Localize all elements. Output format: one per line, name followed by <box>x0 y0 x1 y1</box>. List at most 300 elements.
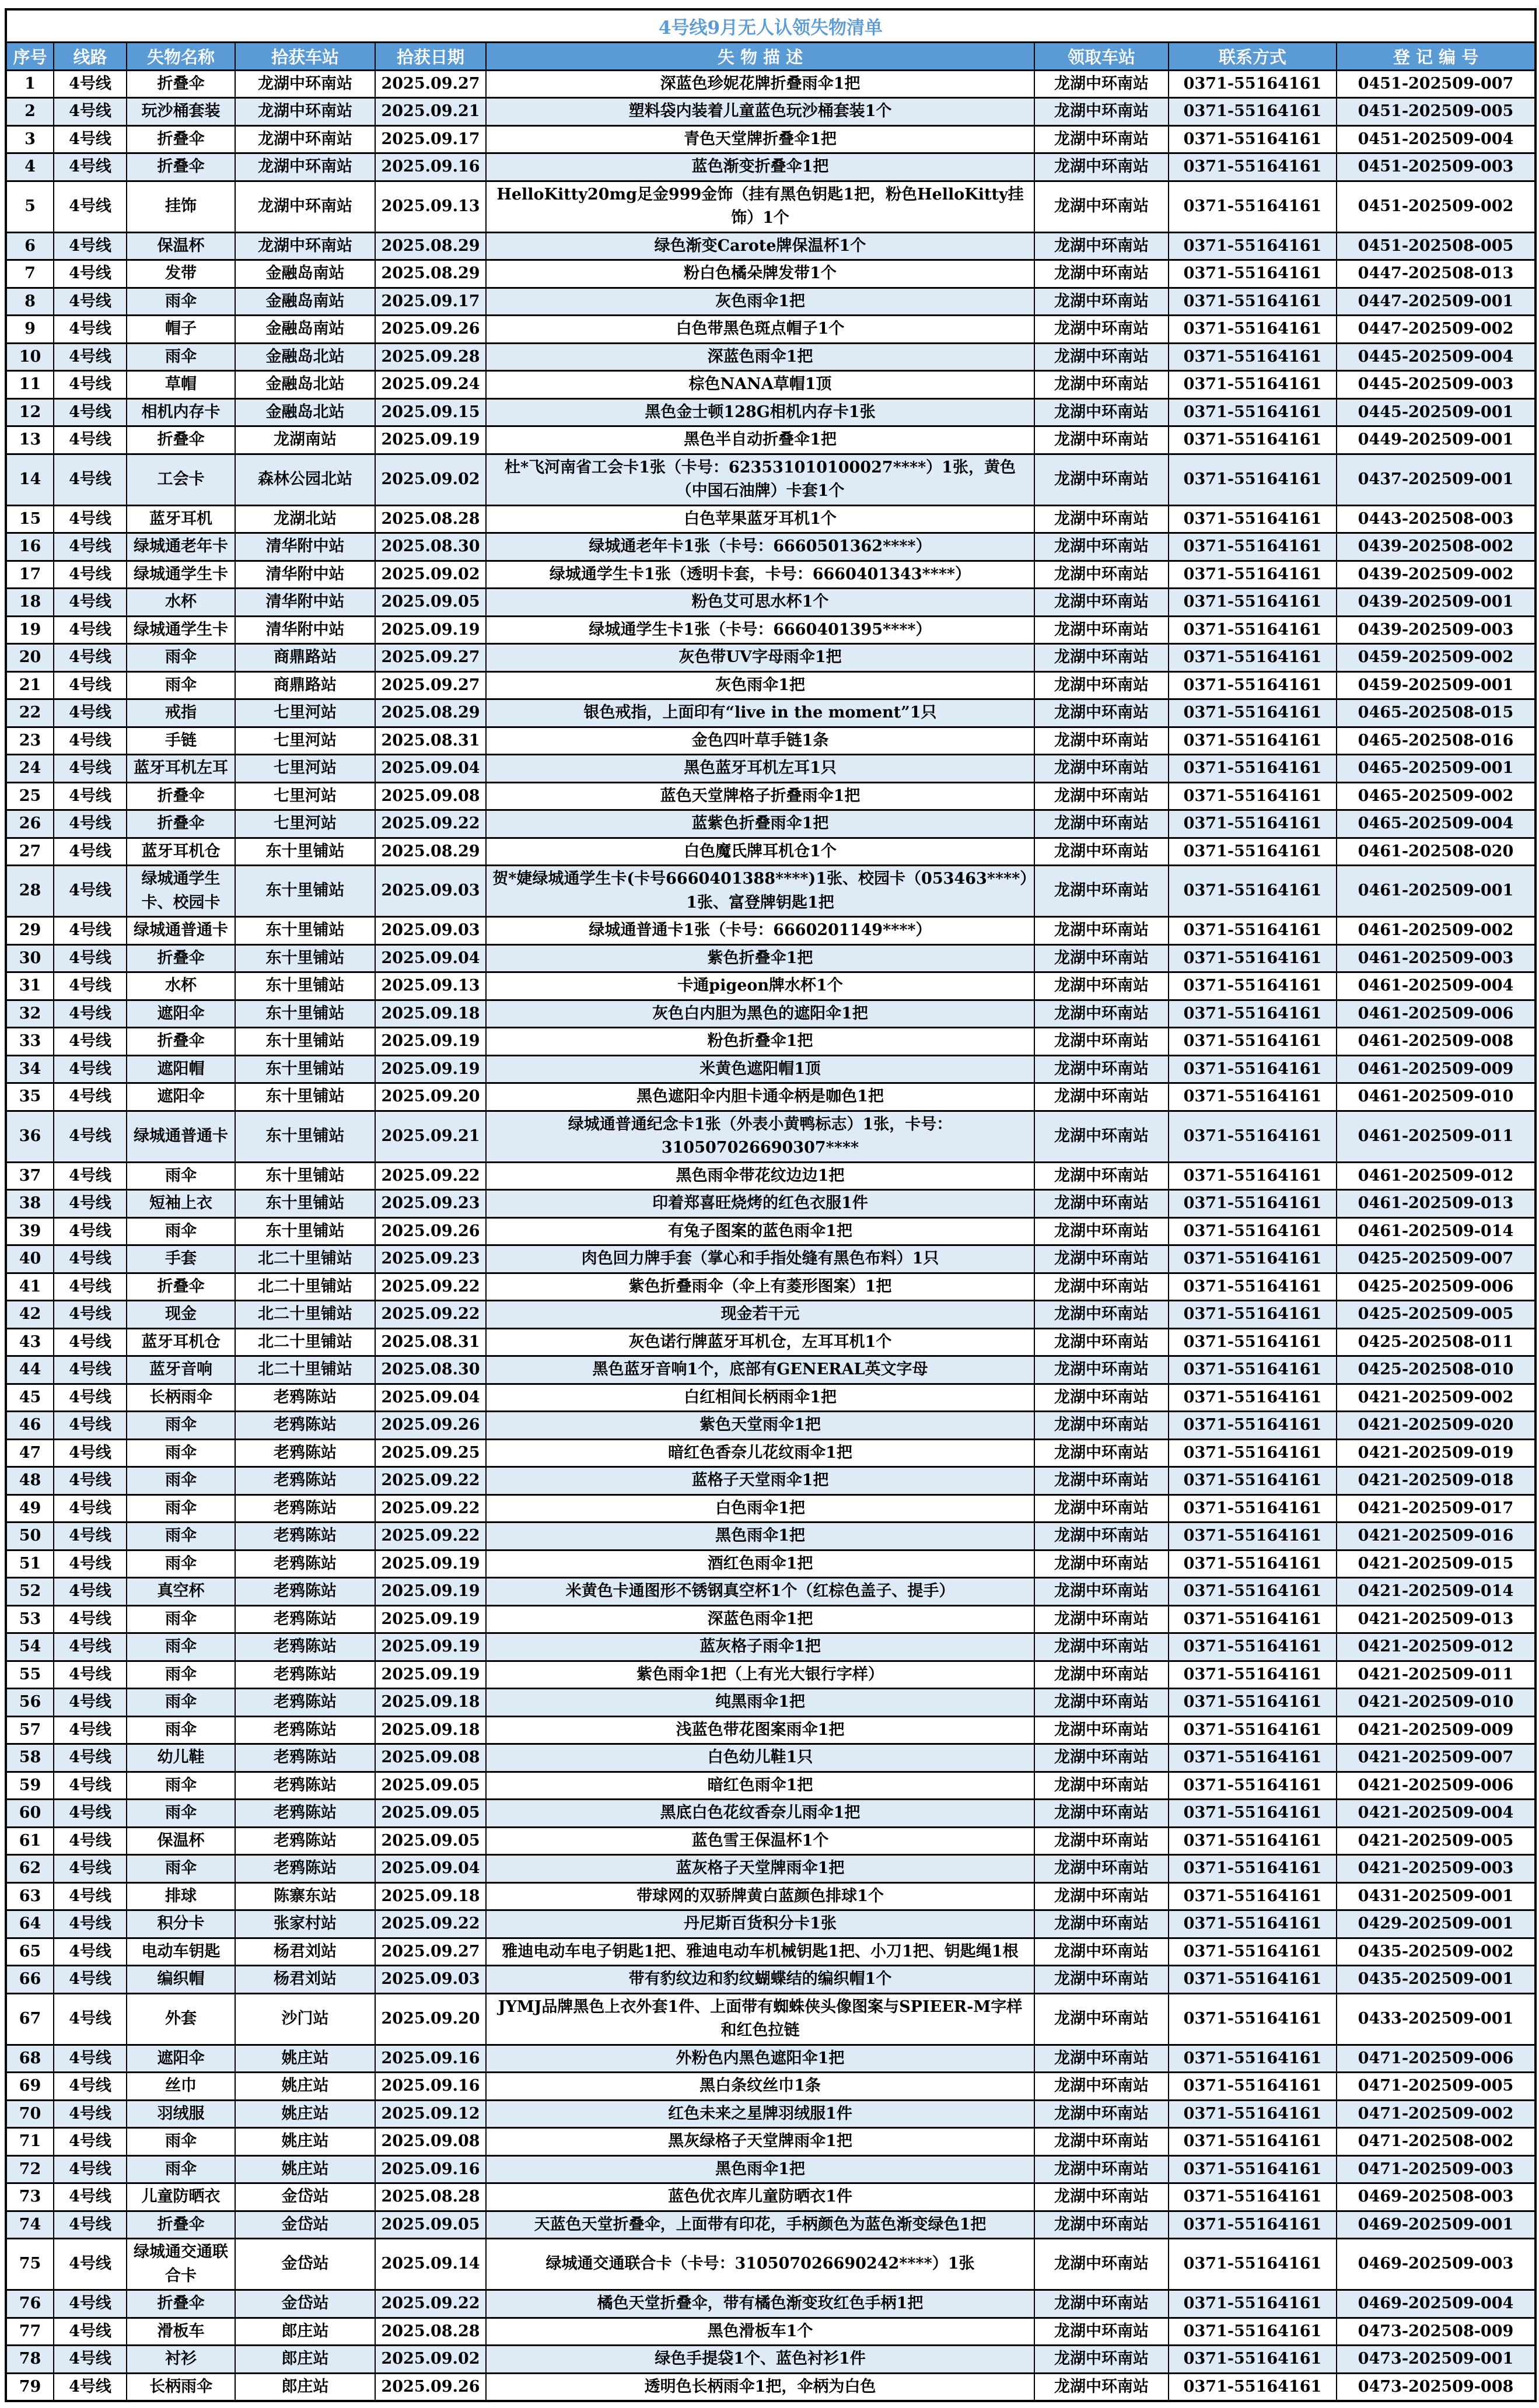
cell-serial: 77 <box>6 2318 54 2346</box>
cell-contact: 0371-55164161 <box>1169 944 1337 972</box>
cell-pickup-station: 龙湖中环南站 <box>1034 343 1169 371</box>
cell-contact: 0371-55164161 <box>1169 533 1337 561</box>
cell-description: JYMJ品牌黑色上衣外套1件、上面带有蜘蛛侠头像图案与SPIEER-M字样和红色拉链 <box>486 1993 1034 2045</box>
cell-description: 蓝色雪王保温杯1个 <box>486 1827 1034 1855</box>
cell-line: 4号线 <box>54 1217 127 1245</box>
table-row <box>6 1633 1535 1661</box>
cell-found-station: 东十里铺站 <box>235 1217 375 1245</box>
cell-reg-no: 0421-202509-018 <box>1337 1467 1535 1495</box>
cell-found-station: 森林公园北站 <box>235 454 375 505</box>
column-header-item-name: 失物名称 <box>127 42 235 70</box>
cell-item-name: 折叠伞 <box>127 125 235 153</box>
table-row <box>6 2318 1535 2346</box>
table-row <box>6 561 1535 589</box>
cell-reg-no: 0451-202509-003 <box>1337 153 1535 181</box>
cell-contact: 0371-55164161 <box>1169 917 1337 945</box>
cell-reg-no: 0435-202509-001 <box>1337 1966 1535 1994</box>
table-row <box>6 1245 1535 1273</box>
cell-description: 灰色雨伞1把 <box>486 671 1034 699</box>
cell-found-date: 2025.08.28 <box>375 2183 486 2211</box>
cell-item-name: 绿城通普通卡 <box>127 917 235 945</box>
cell-description: HelloKitty20mg足金999金饰（挂有黑色钥匙1把，粉色HelloKitty挂饰）1个 <box>486 181 1034 232</box>
cell-contact: 0371-55164161 <box>1169 1273 1337 1301</box>
cell-line: 4号线 <box>54 1245 127 1273</box>
cell-description: 黑色蓝牙音响1个，底部有GENERAL英文字母 <box>486 1356 1034 1384</box>
cell-serial: 59 <box>6 1772 54 1800</box>
table-row <box>6 671 1535 699</box>
cell-found-station: 老鸦陈站 <box>235 1494 375 1522</box>
table-row <box>6 1882 1535 1910</box>
cell-description: 绿城通普通卡1张（卡号：6660201149****） <box>486 917 1034 945</box>
cell-reg-no: 0421-202509-007 <box>1337 1744 1535 1772</box>
cell-found-date: 2025.09.20 <box>375 1083 486 1111</box>
cell-serial: 65 <box>6 1938 54 1966</box>
cell-description: 雅迪电动车电子钥匙1把、雅迪电动车机械钥匙1把、小刀1把、钥匙绳1根 <box>486 1938 1034 1966</box>
cell-found-station: 郎庄站 <box>235 2346 375 2374</box>
cell-found-date: 2025.09.27 <box>375 671 486 699</box>
cell-found-date: 2025.09.08 <box>375 782 486 810</box>
cell-reg-no: 0451-202508-005 <box>1337 232 1535 260</box>
table-row <box>6 260 1535 288</box>
cell-item-name: 蓝牙耳机左耳 <box>127 755 235 783</box>
cell-description: 绿城通交通联合卡（卡号：310507026690242****）1张 <box>486 2239 1034 2290</box>
cell-found-station: 商鼎路站 <box>235 644 375 672</box>
cell-line: 4号线 <box>54 454 127 505</box>
table-row <box>6 2183 1535 2211</box>
cell-line: 4号线 <box>54 1412 127 1440</box>
cell-serial: 79 <box>6 2373 54 2401</box>
column-header-found-station: 拾获车站 <box>235 42 375 70</box>
cell-found-date: 2025.09.17 <box>375 288 486 316</box>
table-row <box>6 2128 1535 2156</box>
cell-line: 4号线 <box>54 1882 127 1910</box>
cell-line: 4号线 <box>54 1855 127 1883</box>
cell-contact: 0371-55164161 <box>1169 2290 1337 2318</box>
table-row <box>6 2100 1535 2128</box>
cell-pickup-station: 龙湖中环南站 <box>1034 1083 1169 1111</box>
cell-serial: 11 <box>6 371 54 399</box>
lost-items-table <box>5 8 1537 2402</box>
cell-serial: 48 <box>6 1467 54 1495</box>
cell-serial: 52 <box>6 1578 54 1606</box>
cell-line: 4号线 <box>54 398 127 426</box>
cell-description: 蓝色渐变折叠伞1把 <box>486 153 1034 181</box>
cell-contact: 0371-55164161 <box>1169 810 1337 838</box>
cell-contact: 0371-55164161 <box>1169 2373 1337 2401</box>
cell-description: 米黄色卡通图形不锈钢真空杯1个（红棕色盖子、提手） <box>486 1578 1034 1606</box>
cell-found-station: 老鸦陈站 <box>235 1661 375 1689</box>
cell-serial: 56 <box>6 1689 54 1717</box>
cell-contact: 0371-55164161 <box>1169 1605 1337 1633</box>
cell-found-station: 金融岛北站 <box>235 343 375 371</box>
cell-found-station: 老鸦陈站 <box>235 1412 375 1440</box>
cell-found-station: 七里河站 <box>235 810 375 838</box>
cell-contact: 0371-55164161 <box>1169 2239 1337 2290</box>
table-row <box>6 866 1535 917</box>
cell-item-name: 雨伞 <box>127 1439 235 1467</box>
cell-description: 紫色雨伞1把（上有光大银行字样） <box>486 1661 1034 1689</box>
cell-serial: 38 <box>6 1190 54 1218</box>
cell-description: 黑色遮阳伞内胆卡通伞柄是咖色1把 <box>486 1083 1034 1111</box>
cell-serial: 67 <box>6 1993 54 2045</box>
cell-description: 黑白条纹丝巾1条 <box>486 2073 1034 2101</box>
cell-contact: 0371-55164161 <box>1169 1772 1337 1800</box>
cell-found-date: 2025.09.22 <box>375 1494 486 1522</box>
cell-line: 4号线 <box>54 727 127 755</box>
cell-line: 4号线 <box>54 1028 127 1056</box>
cell-found-date: 2025.09.16 <box>375 153 486 181</box>
cell-found-date: 2025.09.23 <box>375 1245 486 1273</box>
cell-item-name: 编织帽 <box>127 1966 235 1994</box>
cell-description: 黑底白色花纹香奈儿雨伞1把 <box>486 1800 1034 1828</box>
cell-serial: 12 <box>6 398 54 426</box>
cell-item-name: 雨伞 <box>127 1550 235 1578</box>
cell-found-station: 姚庄站 <box>235 2155 375 2183</box>
cell-found-date: 2025.09.05 <box>375 1827 486 1855</box>
cell-pickup-station: 龙湖中环南站 <box>1034 782 1169 810</box>
cell-found-station: 七里河站 <box>235 755 375 783</box>
cell-line: 4号线 <box>54 866 127 917</box>
cell-line: 4号线 <box>54 2211 127 2239</box>
cell-contact: 0371-55164161 <box>1169 2211 1337 2239</box>
cell-pickup-station: 龙湖中环南站 <box>1034 589 1169 617</box>
cell-pickup-station: 龙湖中环南站 <box>1034 1966 1169 1994</box>
table-row <box>6 1966 1535 1994</box>
cell-contact: 0371-55164161 <box>1169 232 1337 260</box>
cell-found-station: 老鸦陈站 <box>235 1605 375 1633</box>
cell-serial: 33 <box>6 1028 54 1056</box>
table-row <box>6 727 1535 755</box>
cell-description: 黑色滑板车1个 <box>486 2318 1034 2346</box>
cell-pickup-station: 龙湖中环南站 <box>1034 1111 1169 1162</box>
cell-description: 绿城通普通纪念卡1张（外表小黄鸭标志）1张，卡号：310507026690307**** <box>486 1111 1034 1162</box>
cell-found-date: 2025.09.05 <box>375 589 486 617</box>
cell-pickup-station: 龙湖中环南站 <box>1034 1855 1169 1883</box>
cell-found-date: 2025.09.26 <box>375 1412 486 1440</box>
cell-contact: 0371-55164161 <box>1169 371 1337 399</box>
cell-reg-no: 0425-202509-005 <box>1337 1301 1535 1329</box>
cell-description: 蓝灰格子雨伞1把 <box>486 1633 1034 1661</box>
cell-found-date: 2025.09.19 <box>375 1550 486 1578</box>
cell-item-name: 挂饰 <box>127 181 235 232</box>
cell-item-name: 遮阳伞 <box>127 2045 235 2073</box>
cell-line: 4号线 <box>54 1800 127 1828</box>
cell-item-name: 手套 <box>127 1245 235 1273</box>
cell-serial: 14 <box>6 454 54 505</box>
table-row <box>6 944 1535 972</box>
cell-contact: 0371-55164161 <box>1169 316 1337 344</box>
cell-pickup-station: 龙湖中环南站 <box>1034 972 1169 1000</box>
cell-contact: 0371-55164161 <box>1169 838 1337 866</box>
cell-contact: 0371-55164161 <box>1169 454 1337 505</box>
cell-line: 4号线 <box>54 70 127 98</box>
cell-item-name: 蓝牙耳机仓 <box>127 1328 235 1356</box>
cell-description: 酒红色雨伞1把 <box>486 1550 1034 1578</box>
cell-serial: 27 <box>6 838 54 866</box>
cell-item-name: 蓝牙耳机 <box>127 505 235 533</box>
cell-reg-no: 0439-202509-003 <box>1337 616 1535 644</box>
cell-line: 4号线 <box>54 1273 127 1301</box>
column-header-pickup-station: 领取车站 <box>1034 42 1169 70</box>
cell-item-name: 遮阳帽 <box>127 1055 235 1083</box>
cell-pickup-station: 龙湖中环南站 <box>1034 1439 1169 1467</box>
cell-contact: 0371-55164161 <box>1169 1661 1337 1689</box>
cell-pickup-station: 龙湖中环南站 <box>1034 644 1169 672</box>
cell-serial: 13 <box>6 426 54 454</box>
cell-found-date: 2025.09.03 <box>375 866 486 917</box>
cell-reg-no: 0451-202509-002 <box>1337 181 1535 232</box>
cell-found-station: 七里河站 <box>235 699 375 727</box>
cell-line: 4号线 <box>54 782 127 810</box>
cell-serial: 7 <box>6 260 54 288</box>
table-row <box>6 810 1535 838</box>
cell-description: 灰色雨伞1把 <box>486 288 1034 316</box>
cell-serial: 31 <box>6 972 54 1000</box>
cell-pickup-station: 龙湖中环南站 <box>1034 2128 1169 2156</box>
cell-reg-no: 0449-202509-001 <box>1337 426 1535 454</box>
cell-pickup-station: 龙湖中环南站 <box>1034 2045 1169 2073</box>
cell-item-name: 蓝牙音响 <box>127 1356 235 1384</box>
cell-reg-no: 0445-202509-004 <box>1337 343 1535 371</box>
cell-pickup-station: 龙湖中环南站 <box>1034 2183 1169 2211</box>
cell-pickup-station: 龙湖中环南站 <box>1034 533 1169 561</box>
cell-contact: 0371-55164161 <box>1169 260 1337 288</box>
cell-pickup-station: 龙湖中环南站 <box>1034 1661 1169 1689</box>
cell-pickup-station: 龙湖中环南站 <box>1034 2211 1169 2239</box>
cell-found-date: 2025.09.04 <box>375 1855 486 1883</box>
cell-serial: 36 <box>6 1111 54 1162</box>
cell-contact: 0371-55164161 <box>1169 1162 1337 1190</box>
cell-serial: 72 <box>6 2155 54 2183</box>
cell-found-date: 2025.09.27 <box>375 70 486 98</box>
cell-found-date: 2025.09.17 <box>375 125 486 153</box>
cell-reg-no: 0451-202509-005 <box>1337 98 1535 126</box>
column-header-reg-no: 登 记 编 号 <box>1337 42 1535 70</box>
cell-contact: 0371-55164161 <box>1169 1578 1337 1606</box>
cell-description: 粉色艾可思水杯1个 <box>486 589 1034 617</box>
cell-reg-no: 0439-202509-002 <box>1337 561 1535 589</box>
cell-found-date: 2025.09.28 <box>375 343 486 371</box>
cell-line: 4号线 <box>54 1550 127 1578</box>
cell-serial: 51 <box>6 1550 54 1578</box>
cell-description: 紫色折叠伞1把 <box>486 944 1034 972</box>
cell-found-date: 2025.09.04 <box>375 1384 486 1412</box>
cell-line: 4号线 <box>54 561 127 589</box>
cell-line: 4号线 <box>54 1910 127 1938</box>
cell-item-name: 绿城通学生卡 <box>127 561 235 589</box>
cell-serial: 53 <box>6 1605 54 1633</box>
table-row <box>6 533 1535 561</box>
cell-contact: 0371-55164161 <box>1169 1855 1337 1883</box>
table-row <box>6 1384 1535 1412</box>
table-row <box>6 1190 1535 1218</box>
cell-pickup-station: 龙湖中环南站 <box>1034 2373 1169 2401</box>
cell-contact: 0371-55164161 <box>1169 505 1337 533</box>
cell-contact: 0371-55164161 <box>1169 398 1337 426</box>
cell-contact: 0371-55164161 <box>1169 782 1337 810</box>
cell-reg-no: 0451-202509-004 <box>1337 125 1535 153</box>
cell-found-station: 姚庄站 <box>235 2128 375 2156</box>
cell-found-date: 2025.09.13 <box>375 181 486 232</box>
table-row <box>6 1028 1535 1056</box>
cell-description: 暗红色雨伞1把 <box>486 1772 1034 1800</box>
cell-found-date: 2025.09.18 <box>375 1882 486 1910</box>
cell-serial: 74 <box>6 2211 54 2239</box>
cell-pickup-station: 龙湖中环南站 <box>1034 260 1169 288</box>
table-row <box>6 2155 1535 2183</box>
cell-line: 4号线 <box>54 2045 127 2073</box>
table-row <box>6 1772 1535 1800</box>
cell-item-name: 折叠伞 <box>127 70 235 98</box>
cell-contact: 0371-55164161 <box>1169 288 1337 316</box>
cell-serial: 58 <box>6 1744 54 1772</box>
cell-serial: 42 <box>6 1301 54 1329</box>
cell-item-name: 雨伞 <box>127 343 235 371</box>
cell-line: 4号线 <box>54 1494 127 1522</box>
table-row <box>6 1356 1535 1384</box>
cell-pickup-station: 龙湖中环南站 <box>1034 1245 1169 1273</box>
cell-serial: 32 <box>6 1000 54 1028</box>
cell-contact: 0371-55164161 <box>1169 727 1337 755</box>
cell-contact: 0371-55164161 <box>1169 1800 1337 1828</box>
cell-serial: 34 <box>6 1055 54 1083</box>
page-title: 4号线9月无人认领失物清单 <box>6 9 1535 42</box>
cell-line: 4号线 <box>54 810 127 838</box>
table-row <box>6 1938 1535 1966</box>
cell-line: 4号线 <box>54 1384 127 1412</box>
cell-description: 绿色手提袋1个、蓝色衬衫1件 <box>486 2346 1034 2374</box>
cell-contact: 0371-55164161 <box>1169 644 1337 672</box>
cell-pickup-station: 龙湖中环南站 <box>1034 70 1169 98</box>
cell-found-station: 老鸦陈站 <box>235 1827 375 1855</box>
cell-found-date: 2025.08.29 <box>375 232 486 260</box>
table-row <box>6 371 1535 399</box>
cell-reg-no: 0435-202509-002 <box>1337 1938 1535 1966</box>
cell-serial: 30 <box>6 944 54 972</box>
cell-item-name: 雨伞 <box>127 1162 235 1190</box>
cell-item-name: 真空杯 <box>127 1578 235 1606</box>
cell-serial: 43 <box>6 1328 54 1356</box>
cell-pickup-station: 龙湖中环南站 <box>1034 1605 1169 1633</box>
cell-line: 4号线 <box>54 343 127 371</box>
table-row <box>6 1301 1535 1329</box>
cell-found-station: 龙湖中环南站 <box>235 181 375 232</box>
cell-found-station: 老鸦陈站 <box>235 1578 375 1606</box>
cell-found-station: 东十里铺站 <box>235 972 375 1000</box>
cell-contact: 0371-55164161 <box>1169 1301 1337 1329</box>
cell-contact: 0371-55164161 <box>1169 70 1337 98</box>
cell-line: 4号线 <box>54 755 127 783</box>
cell-found-date: 2025.09.19 <box>375 426 486 454</box>
cell-serial: 2 <box>6 98 54 126</box>
cell-item-name: 雨伞 <box>127 1467 235 1495</box>
cell-found-station: 金融岛北站 <box>235 398 375 426</box>
cell-reg-no: 0425-202508-010 <box>1337 1356 1535 1384</box>
cell-found-station: 姚庄站 <box>235 2073 375 2101</box>
cell-serial: 70 <box>6 2100 54 2128</box>
cell-line: 4号线 <box>54 699 127 727</box>
lost-items-tbody <box>6 70 1535 2401</box>
cell-reg-no: 0461-202509-002 <box>1337 917 1535 945</box>
table-row <box>6 1716 1535 1744</box>
cell-serial: 73 <box>6 2183 54 2211</box>
cell-item-name: 电动车钥匙 <box>127 1938 235 1966</box>
table-row <box>6 398 1535 426</box>
cell-found-station: 金岱站 <box>235 2239 375 2290</box>
cell-description: 黑色雨伞1把 <box>486 2155 1034 2183</box>
cell-serial: 55 <box>6 1661 54 1689</box>
cell-found-date: 2025.09.22 <box>375 1522 486 1550</box>
cell-pickup-station: 龙湖中环南站 <box>1034 1384 1169 1412</box>
cell-pickup-station: 龙湖中环南站 <box>1034 1910 1169 1938</box>
cell-reg-no: 0461-202509-010 <box>1337 1083 1535 1111</box>
cell-pickup-station: 龙湖中环南站 <box>1034 2346 1169 2374</box>
cell-contact: 0371-55164161 <box>1169 2128 1337 2156</box>
table-row <box>6 1467 1535 1495</box>
table-row <box>6 2045 1535 2073</box>
cell-serial: 3 <box>6 125 54 153</box>
cell-line: 4号线 <box>54 316 127 344</box>
cell-reg-no: 0421-202509-002 <box>1337 1384 1535 1412</box>
cell-description: 浅蓝色带花图案雨伞1把 <box>486 1716 1034 1744</box>
cell-serial: 75 <box>6 2239 54 2290</box>
cell-description: 透明色长柄雨伞1把，伞柄为白色 <box>486 2373 1034 2401</box>
cell-item-name: 丝巾 <box>127 2073 235 2101</box>
cell-line: 4号线 <box>54 838 127 866</box>
cell-pickup-station: 龙湖中环南站 <box>1034 1000 1169 1028</box>
cell-found-station: 郎庄站 <box>235 2373 375 2401</box>
cell-description: 黑色半自动折叠伞1把 <box>486 426 1034 454</box>
cell-pickup-station: 龙湖中环南站 <box>1034 2239 1169 2290</box>
cell-serial: 35 <box>6 1083 54 1111</box>
cell-found-station: 东十里铺站 <box>235 866 375 917</box>
cell-serial: 9 <box>6 316 54 344</box>
cell-pickup-station: 龙湖中环南站 <box>1034 1162 1169 1190</box>
cell-pickup-station: 龙湖中环南站 <box>1034 1055 1169 1083</box>
cell-contact: 0371-55164161 <box>1169 1633 1337 1661</box>
table-row <box>6 782 1535 810</box>
cell-found-station: 老鸦陈站 <box>235 1550 375 1578</box>
cell-item-name: 滑板车 <box>127 2318 235 2346</box>
cell-line: 4号线 <box>54 2073 127 2101</box>
cell-found-date: 2025.09.08 <box>375 2128 486 2156</box>
cell-description: 米黄色遮阳帽1顶 <box>486 1055 1034 1083</box>
cell-description: 黑色蓝牙耳机左耳1只 <box>486 755 1034 783</box>
table-row <box>6 616 1535 644</box>
cell-reg-no: 0461-202509-013 <box>1337 1190 1535 1218</box>
cell-pickup-station: 龙湖中环南站 <box>1034 2100 1169 2128</box>
cell-line: 4号线 <box>54 1578 127 1606</box>
cell-reg-no: 0471-202509-005 <box>1337 2073 1535 2101</box>
cell-description: 黑色雨伞带花纹边边1把 <box>486 1162 1034 1190</box>
table-row <box>6 1162 1535 1190</box>
cell-contact: 0371-55164161 <box>1169 1245 1337 1273</box>
cell-line: 4号线 <box>54 644 127 672</box>
cell-line: 4号线 <box>54 1000 127 1028</box>
cell-reg-no: 0431-202509-001 <box>1337 1882 1535 1910</box>
cell-found-station: 金融岛南站 <box>235 316 375 344</box>
cell-description: 肉色回力牌手套（掌心和手指处缝有黑色布料）1只 <box>486 1245 1034 1273</box>
cell-found-station: 老鸦陈站 <box>235 1384 375 1412</box>
table-row <box>6 972 1535 1000</box>
cell-found-station: 老鸦陈站 <box>235 1467 375 1495</box>
cell-found-date: 2025.08.29 <box>375 260 486 288</box>
cell-description: 白红相间长柄雨伞1把 <box>486 1384 1034 1412</box>
cell-found-date: 2025.09.02 <box>375 2346 486 2374</box>
cell-reg-no: 0465-202509-004 <box>1337 810 1535 838</box>
cell-item-name: 雨伞 <box>127 288 235 316</box>
cell-description: 白色雨伞1把 <box>486 1494 1034 1522</box>
